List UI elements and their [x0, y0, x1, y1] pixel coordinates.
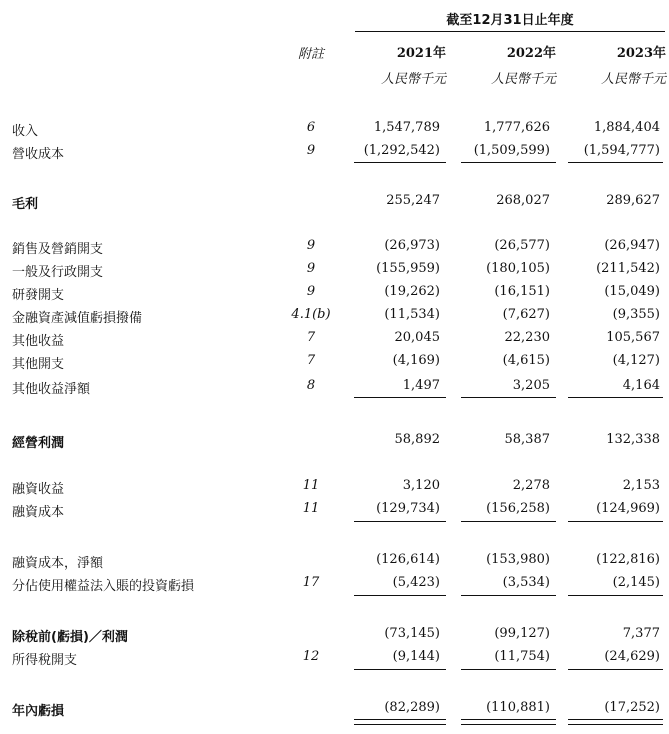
subtotal-rule	[461, 397, 556, 398]
row-note: 12	[302, 649, 320, 664]
row-note: 7	[306, 330, 316, 345]
value-2023: 289,627	[606, 193, 660, 208]
subtotal-rule	[568, 595, 663, 596]
row-label: 研發開支	[12, 288, 65, 303]
row-note: 9	[306, 261, 316, 276]
value-2021: (4,169)	[392, 353, 440, 368]
value-2021: 3,120	[402, 478, 440, 493]
value-2023: 132,338	[606, 432, 660, 447]
value-2021: (73,145)	[384, 626, 440, 641]
value-2022: (1,509,599)	[473, 143, 550, 158]
value-2023: 105,567	[606, 330, 660, 345]
value-2022: 2,278	[512, 478, 550, 493]
value-2021: (19,262)	[384, 284, 440, 299]
year-header-2021: 2021年	[396, 46, 446, 61]
row-label: 融資收益	[12, 482, 65, 497]
value-2022: (4,615)	[502, 353, 550, 368]
row-finance-income	[0, 478, 669, 496]
row-finance-costs	[0, 501, 669, 519]
total-double-rule	[461, 719, 556, 725]
row-note: 9	[306, 143, 316, 158]
value-2022: (110,881)	[486, 700, 550, 715]
row-loss-for-year	[0, 700, 669, 718]
value-2023: 1,884,404	[593, 120, 660, 135]
row-share-of-losses	[0, 575, 669, 593]
unit-header-2021: 人民幣千元	[380, 72, 446, 87]
value-2022: (99,127)	[494, 626, 550, 641]
row-label: 銷售及營銷開支	[12, 242, 104, 257]
value-2022: (180,105)	[486, 261, 550, 276]
unit-header-2022: 人民幣千元	[490, 72, 556, 87]
value-2021: (5,423)	[392, 575, 440, 590]
row-label: 其他開支	[12, 357, 65, 372]
row-label: 一般及行政開支	[12, 265, 104, 280]
row-label: 金融資產減值虧損撥備	[12, 311, 143, 326]
value-2023: (15,049)	[604, 284, 660, 299]
subtotal-rule	[354, 669, 446, 670]
value-2023: 4,164	[622, 378, 660, 393]
value-2021: (82,289)	[384, 700, 440, 715]
note-column-header: 附註	[297, 47, 324, 62]
row-other-gains-net	[0, 378, 669, 396]
row-note: 8	[306, 378, 316, 393]
row-note: 11	[302, 501, 320, 516]
subtotal-rule	[354, 162, 446, 163]
value-2021: (11,534)	[384, 307, 440, 322]
value-2022: (156,258)	[486, 501, 550, 516]
row-label: 毛利	[12, 197, 39, 212]
row-note: 11	[302, 478, 320, 493]
value-2022: (11,754)	[494, 649, 550, 664]
value-2022: 268,027	[496, 193, 550, 208]
value-2023: (17,252)	[604, 700, 660, 715]
subtotal-rule	[461, 162, 556, 163]
year-header-2022: 2022年	[506, 46, 556, 61]
row-revenue	[0, 120, 669, 138]
row-note: 6	[306, 120, 316, 135]
subtotal-rule	[461, 595, 556, 596]
value-2021: (1,292,542)	[363, 143, 440, 158]
value-2023: (1,594,777)	[583, 143, 660, 158]
value-2023: (122,816)	[596, 552, 660, 567]
subtotal-rule	[461, 521, 556, 522]
row-label: 其他收益淨額	[12, 382, 91, 397]
row-admin-expenses	[0, 261, 669, 279]
row-operating-profit	[0, 432, 669, 450]
row-label: 收入	[12, 124, 39, 139]
row-label: 經營利潤	[12, 436, 65, 451]
value-2021: 255,247	[386, 193, 440, 208]
row-label: 所得稅開支	[12, 653, 78, 668]
value-2022: 1,777,626	[483, 120, 550, 135]
value-2022: 3,205	[512, 378, 550, 393]
row-note: 9	[306, 284, 316, 299]
subtotal-rule	[568, 397, 663, 398]
value-2022: 22,230	[504, 330, 550, 345]
total-double-rule	[354, 719, 446, 725]
value-2021: 1,547,789	[373, 120, 440, 135]
row-income-tax	[0, 649, 669, 667]
value-2022: (26,577)	[494, 238, 550, 253]
value-2021: (126,614)	[376, 552, 440, 567]
row-label: 融資成本	[12, 505, 65, 520]
value-2021: (155,959)	[376, 261, 440, 276]
value-2023: (24,629)	[604, 649, 660, 664]
value-2023: (124,969)	[596, 501, 660, 516]
value-2022: (7,627)	[502, 307, 550, 322]
row-selling-expenses	[0, 238, 669, 256]
subtotal-rule	[568, 669, 663, 670]
value-2022: 58,387	[504, 432, 550, 447]
row-finance-costs-net	[0, 552, 669, 570]
value-2023: (4,127)	[612, 353, 660, 368]
subtotal-rule	[568, 521, 663, 522]
subtotal-rule	[568, 162, 663, 163]
value-2021: (129,734)	[376, 501, 440, 516]
value-2021: (9,144)	[392, 649, 440, 664]
period-underline	[355, 31, 665, 32]
row-note: 9	[306, 238, 316, 253]
row-label: 除稅前(虧損)／利潤	[12, 630, 128, 645]
value-2021: 20,045	[394, 330, 440, 345]
row-gross-profit	[0, 193, 669, 211]
row-note: 4.1(b)	[291, 307, 331, 322]
subtotal-rule	[354, 397, 446, 398]
value-2023: (2,145)	[612, 575, 660, 590]
value-2022: (3,534)	[502, 575, 550, 590]
row-label: 其他收益	[12, 334, 65, 349]
row-rnd-expenses	[0, 284, 669, 302]
period-title: 截至12月31日止年度	[446, 13, 574, 28]
subtotal-rule	[354, 521, 446, 522]
subtotal-rule	[461, 669, 556, 670]
value-2021: (26,973)	[384, 238, 440, 253]
row-cost-of-revenue	[0, 143, 669, 161]
value-2023: 7,377	[622, 626, 660, 641]
subtotal-rule	[354, 595, 446, 596]
total-double-rule	[568, 719, 663, 725]
value-2022: (153,980)	[486, 552, 550, 567]
value-2023: 2,153	[622, 478, 660, 493]
row-impairment	[0, 307, 669, 325]
row-note: 17	[302, 575, 320, 590]
value-2021: 1,497	[402, 378, 440, 393]
row-other-income	[0, 330, 669, 348]
year-header-2023: 2023年	[616, 46, 666, 61]
unit-header-2023: 人民幣千元	[600, 72, 666, 87]
row-profit-before-tax	[0, 626, 669, 644]
value-2022: (16,151)	[494, 284, 550, 299]
row-label: 融資成本，淨額	[12, 556, 104, 571]
row-label: 年內虧損	[12, 704, 65, 719]
value-2023: (9,355)	[612, 307, 660, 322]
row-other-expenses	[0, 353, 669, 371]
value-2023: (26,947)	[604, 238, 660, 253]
row-note: 7	[306, 353, 316, 368]
value-2023: (211,542)	[596, 261, 660, 276]
row-label: 營收成本	[12, 147, 65, 162]
row-label: 分佔使用權益法入賬的投資虧損	[12, 579, 195, 594]
value-2021: 58,892	[394, 432, 440, 447]
